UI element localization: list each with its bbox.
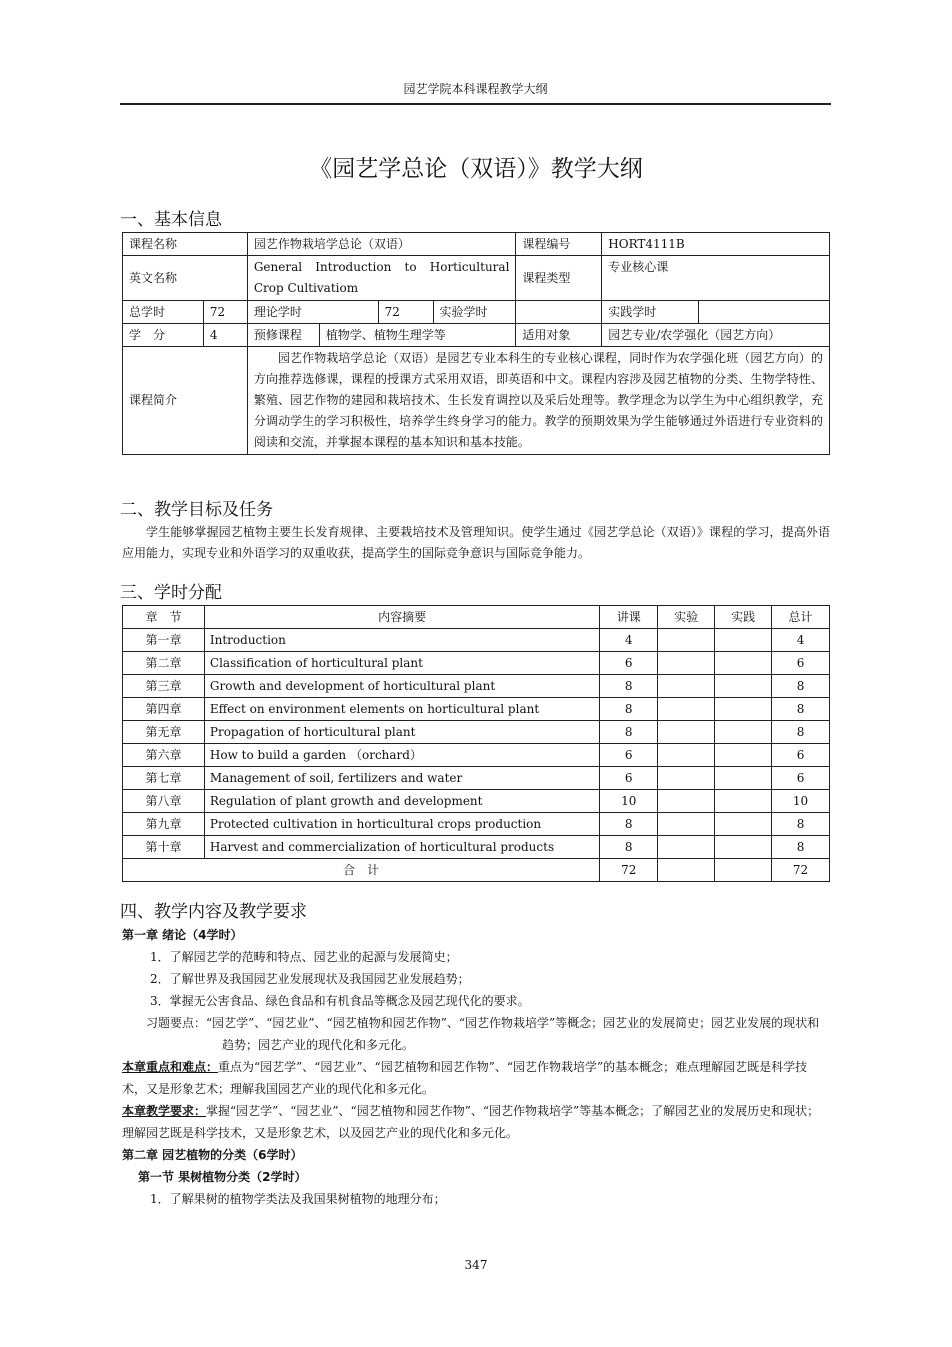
practice-cell bbox=[715, 698, 772, 721]
chapter-cell: 第无章 bbox=[123, 721, 205, 744]
total-cell: 8 bbox=[772, 813, 830, 836]
basic-info-table bbox=[122, 232, 830, 455]
objectives-paragraph: 学生能够掌握园艺植物主要生长发育规律、主要栽培技术及管理知识。使学生通过《园艺学总论（双语）》课程的学习，提高外语应用能力，实现专业和外语学习的双重收获，提高学生的国际竞争意识与国际竞争能力。 bbox=[122, 525, 830, 560]
list-item: 1．了解园艺学的范畴和特点、园艺业的起源与发展简史； bbox=[150, 950, 458, 964]
list-item: 2．了解世界及我国园艺业发展现状及我国园艺业发展趋势； bbox=[150, 972, 470, 986]
lab-hours-value bbox=[516, 301, 602, 324]
summary-cell: Growth and development of horticultural plant bbox=[204, 675, 599, 698]
summary-cell: How to build a garden （orchard） bbox=[204, 744, 599, 767]
total-hours-label: 总学时 bbox=[123, 301, 204, 324]
lecture-cell: 6 bbox=[600, 744, 658, 767]
table-row bbox=[123, 790, 830, 813]
course-name-value: 园艺作物栽培学总论（双语） bbox=[247, 233, 516, 256]
list-item: 3．掌握无公害食品、绿色食品和有机食品等概念及园艺现代化的要求。 bbox=[150, 994, 530, 1008]
teaching-requirements bbox=[122, 1100, 830, 1144]
chapter-cell: 第三章 bbox=[123, 675, 205, 698]
section-heading-content: 四、教学内容及教学要求 bbox=[120, 902, 307, 922]
practice-cell bbox=[715, 744, 772, 767]
lecture-total: 72 bbox=[600, 859, 658, 882]
summary-cell: Protected cultivation in horticultural crops production bbox=[204, 813, 599, 836]
practice-cell bbox=[715, 721, 772, 744]
running-header: 园艺学院本科课程教学大纲 bbox=[120, 80, 831, 105]
lecture-cell: 8 bbox=[600, 698, 658, 721]
lecture-cell: 10 bbox=[600, 790, 658, 813]
summary-cell: Harvest and commercialization of horticultural products bbox=[204, 836, 599, 859]
table-header-row bbox=[123, 606, 830, 629]
lecture-cell: 6 bbox=[600, 767, 658, 790]
prereq-label: 预修课程 bbox=[247, 324, 319, 347]
teaching-requirements-text: 掌握“园艺学”、“园艺业”、“园艺植物和园艺作物”、“园艺作物栽培学”等基本概念；了解园艺业的发展历史和现状；理解园艺既是科学技术，又是形象艺术，以及园艺产业的现代化和多元化。 bbox=[122, 1104, 820, 1140]
exercise-points bbox=[122, 1012, 830, 1056]
chapter-2-title: 第二章 园艺植物的分类（6学时） bbox=[122, 1148, 303, 1162]
table-row bbox=[123, 324, 830, 347]
course-name-label: 课程名称 bbox=[123, 233, 248, 256]
course-code-value: HORT4111B bbox=[602, 233, 830, 256]
lecture-cell: 8 bbox=[600, 675, 658, 698]
prereq-value: 植物学、植物生理学等 bbox=[319, 324, 516, 347]
lab-cell bbox=[658, 790, 715, 813]
practice-cell bbox=[715, 652, 772, 675]
table-row bbox=[123, 675, 830, 698]
hours-table bbox=[122, 605, 830, 882]
chapter-cell: 第七章 bbox=[123, 767, 205, 790]
list-item: 1．了解果树的植物学类法及我国果树植物的地理分布； bbox=[150, 1192, 446, 1206]
chapter-cell: 第四章 bbox=[123, 698, 205, 721]
table-row bbox=[123, 256, 830, 301]
lab-hours-label: 实验学时 bbox=[433, 301, 516, 324]
total-hours-value: 72 bbox=[203, 301, 247, 324]
key-points-text: 重点为“园艺学”、“园艺业”、“园艺植物和园艺作物”、“园艺作物栽培学”的基本概念；难点理解园艺既是科学技术，又是形象艺术；理解我国园艺产业的现代化和多元化。 bbox=[122, 1060, 808, 1096]
summary-cell: Propagation of horticultural plant bbox=[204, 721, 599, 744]
lab-cell bbox=[658, 836, 715, 859]
table-row bbox=[123, 813, 830, 836]
credits-label: 学 分 bbox=[123, 324, 204, 347]
summary-cell: Effect on environment elements on horticultural plant bbox=[204, 698, 599, 721]
lecture-cell: 4 bbox=[600, 629, 658, 652]
lab-cell bbox=[658, 721, 715, 744]
table-row bbox=[123, 233, 830, 256]
column-header: 实验 bbox=[658, 606, 715, 629]
column-header: 实践 bbox=[715, 606, 772, 629]
total-cell: 8 bbox=[772, 698, 830, 721]
table-row bbox=[123, 652, 830, 675]
theory-hours-label: 理论学时 bbox=[247, 301, 378, 324]
column-header: 讲课 bbox=[600, 606, 658, 629]
total-cell: 6 bbox=[772, 652, 830, 675]
chapter-cell: 第十章 bbox=[123, 836, 205, 859]
lab-cell bbox=[658, 767, 715, 790]
lab-cell bbox=[658, 675, 715, 698]
credits-value: 4 bbox=[203, 324, 247, 347]
summary-cell: Regulation of plant growth and development bbox=[204, 790, 599, 813]
practice-cell bbox=[715, 790, 772, 813]
practice-cell bbox=[715, 629, 772, 652]
section-1-title: 第一节 果树植物分类（2学时） bbox=[138, 1170, 307, 1184]
table-row bbox=[123, 629, 830, 652]
exercise-label: 习题要点： bbox=[146, 1016, 207, 1030]
total-label: 合 计 bbox=[123, 859, 600, 882]
chapter-cell: 第六章 bbox=[123, 744, 205, 767]
total-cell: 6 bbox=[772, 744, 830, 767]
lecture-cell: 6 bbox=[600, 652, 658, 675]
practice-cell bbox=[715, 813, 772, 836]
total-cell: 6 bbox=[772, 767, 830, 790]
summary-cell: Management of soil, fertilizers and water bbox=[204, 767, 599, 790]
intro-label: 课程简介 bbox=[123, 347, 248, 455]
total-cell: 10 bbox=[772, 790, 830, 813]
content-section bbox=[122, 924, 830, 1210]
lab-total bbox=[658, 859, 715, 882]
audience-label: 适用对象 bbox=[516, 324, 602, 347]
summary-cell: Classification of horticultural plant bbox=[204, 652, 599, 675]
key-points bbox=[122, 1056, 830, 1100]
section-heading-basic-info: 一、基本信息 bbox=[120, 210, 222, 230]
course-type-value: 专业核心课 bbox=[602, 256, 830, 301]
chapter-cell: 第九章 bbox=[123, 813, 205, 836]
table-row bbox=[123, 744, 830, 767]
column-header: 总计 bbox=[772, 606, 830, 629]
lab-cell bbox=[658, 698, 715, 721]
lecture-cell: 8 bbox=[600, 721, 658, 744]
table-row bbox=[123, 347, 830, 455]
chapter-cell: 第一章 bbox=[123, 629, 205, 652]
column-header: 章 节 bbox=[123, 606, 205, 629]
document-title: 《园艺学总论（双语）》教学大纲 bbox=[309, 156, 643, 182]
page-number: 347 bbox=[464, 1258, 488, 1272]
theory-hours-value: 72 bbox=[378, 301, 433, 324]
chapter-1-title: 第一章 绪论（4学时） bbox=[122, 928, 243, 942]
intro-value: 园艺作物栽培学总论（双语）是园艺专业本科生的专业核心课程，同时作为农学强化班（园艺方向）的方向推荐选修课，课程的授课方式采用双语，即英语和中文。课程内容涉及园艺植物的分类、生物学特性、繁殖、园艺作物的建园和栽培技术、生长发育调控以及采后处理等。教学理念为以学生为中心组织教学，充分调动学生的学习积极性，培养学生终身学习的能力。教学的预期效果为学生能够通过外语进行专业资料的阅读和交流，并掌握本课程的基本知识和基本技能。 bbox=[247, 347, 829, 455]
chapter-cell: 第二章 bbox=[123, 652, 205, 675]
lab-cell bbox=[658, 744, 715, 767]
section-heading-hours: 三、学时分配 bbox=[120, 583, 222, 603]
grand-total: 72 bbox=[772, 859, 830, 882]
total-cell: 8 bbox=[772, 836, 830, 859]
lecture-cell: 8 bbox=[600, 813, 658, 836]
table-total-row bbox=[123, 859, 830, 882]
practice-total bbox=[715, 859, 772, 882]
table-row bbox=[123, 698, 830, 721]
section-heading-objectives: 二、教学目标及任务 bbox=[120, 500, 273, 520]
course-type-label: 课程类型 bbox=[516, 256, 602, 301]
lecture-cell: 8 bbox=[600, 836, 658, 859]
table-row bbox=[123, 836, 830, 859]
total-cell: 4 bbox=[772, 629, 830, 652]
summary-cell: Introduction bbox=[204, 629, 599, 652]
practice-cell bbox=[715, 767, 772, 790]
table-row bbox=[123, 721, 830, 744]
exercise-text: “园艺学”、“园艺业”、“园艺植物和园艺作物”、“园艺作物栽培学”等概念；园艺业的发展简史；园艺业发展的现状和趋势；园艺产业的现代化和多元化。 bbox=[206, 1016, 820, 1052]
total-cell: 8 bbox=[772, 721, 830, 744]
chapter-cell: 第八章 bbox=[123, 790, 205, 813]
lab-cell bbox=[658, 652, 715, 675]
table-row bbox=[123, 767, 830, 790]
audience-value: 园艺专业/农学强化（园艺方向） bbox=[602, 324, 830, 347]
practice-cell bbox=[715, 836, 772, 859]
key-points-label: 本章重点和难点： bbox=[122, 1060, 219, 1074]
teaching-requirements-label: 本章教学要求： bbox=[122, 1104, 207, 1118]
lab-cell bbox=[658, 629, 715, 652]
course-code-label: 课程编号 bbox=[516, 233, 602, 256]
english-name-label: 英文名称 bbox=[123, 256, 248, 301]
table-row bbox=[123, 301, 830, 324]
practice-hours-value bbox=[699, 301, 830, 324]
column-header: 内容摘要 bbox=[204, 606, 599, 629]
practice-hours-label: 实践学时 bbox=[602, 301, 699, 324]
total-cell: 8 bbox=[772, 675, 830, 698]
lab-cell bbox=[658, 813, 715, 836]
english-name-value: General Introduction to Horticultural Crop Cultivatiom bbox=[247, 256, 516, 301]
practice-cell bbox=[715, 675, 772, 698]
